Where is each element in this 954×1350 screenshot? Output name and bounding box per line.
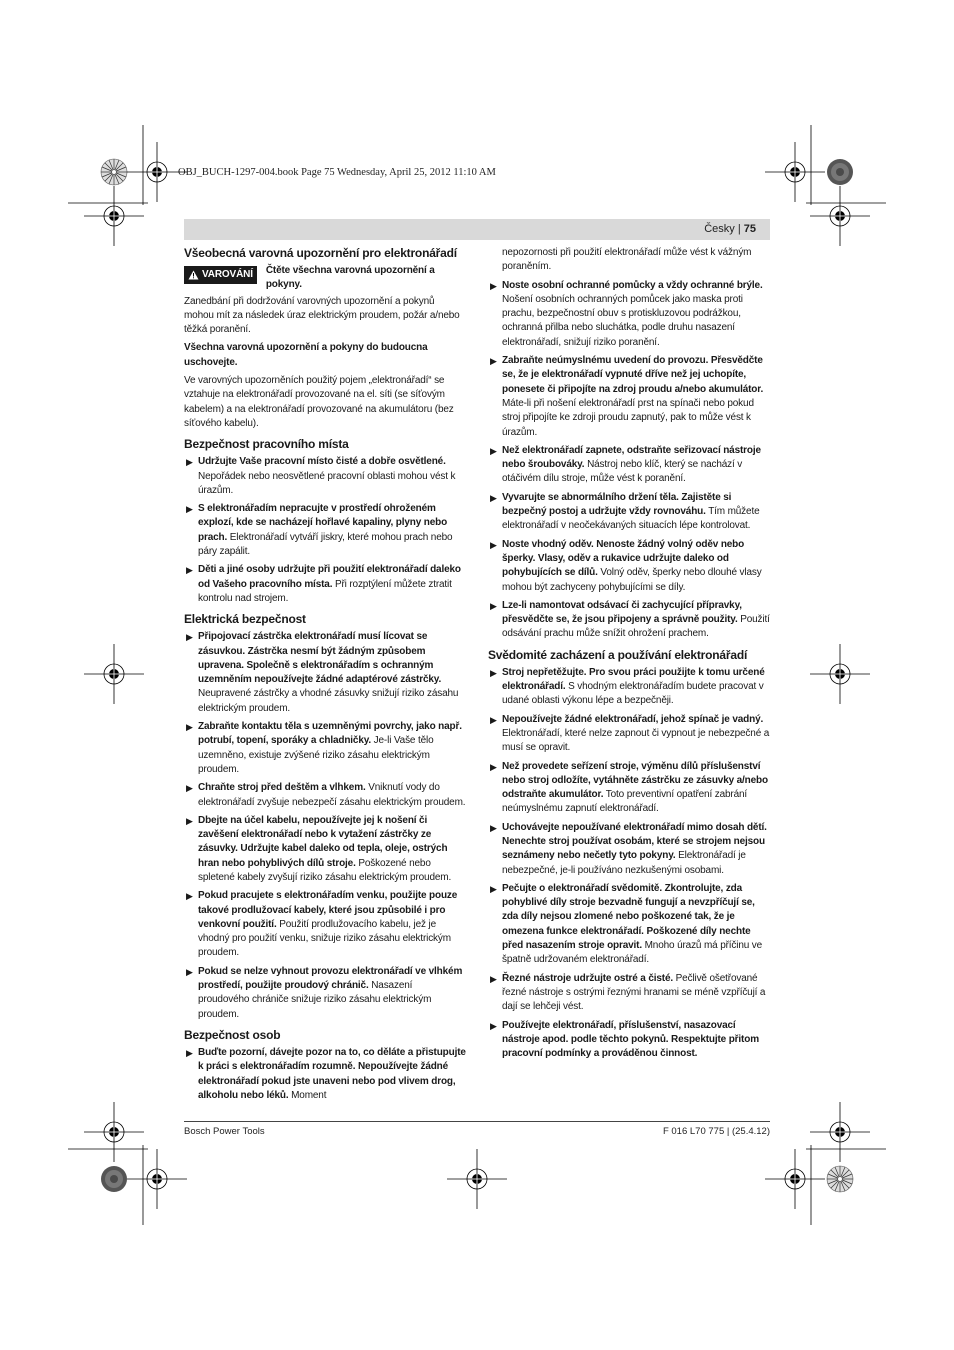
warning-badge xyxy=(184,266,257,284)
list-item xyxy=(184,630,466,716)
bullet-triangle-icon: ▶ xyxy=(490,883,497,894)
list-item xyxy=(488,1019,770,1062)
item-bold: Dbejte na účel kabelu, nepoužívejte jej k nošení či zavěšení elektronářadí nebo k vytažení zástrčky ze zásuvky. Udržujte kabel daleko od tepla, oleje, ostrých hran nebo pohyblivých dílů stroje. xyxy=(198,814,448,869)
list-item xyxy=(488,666,770,709)
section-title: Bezpečnost pracovního místa xyxy=(184,437,349,452)
item-bold: Buďte pozorní, dávejte pozor na to, co děláte a přistupujte k práci s elektronářadím rozumně. Nepoužívejte žádné elektronářadí pokud jste unaveni nebo pod vlivem drog, alkoholu nebo léků. xyxy=(198,1046,466,1101)
list-item xyxy=(184,502,466,559)
item-bold: Zabraňte neúmyslnému uvedení do provozu. Přesvědčte se, že je elektronářadí vypnuté dříve než jej uchopíte, ponesete či připojíte na zdroj proudu a/nebo akumulátor. xyxy=(502,355,764,395)
item-bold: Než provedete seřízení stroje, výměnu dílů příslušenství nebo stroj odložíte, vytáhněte zástrčku ze zásuvky a/nebo odstraňte akumulátor. xyxy=(502,760,768,801)
bullet-triangle-icon: ▶ xyxy=(490,973,497,984)
footer-rule xyxy=(184,1121,770,1122)
item-bold: Pokud pracujete s elektronářadím venku, použijte pouze takové prodlužovací kabely, které jsou způsobilé i pro venkovní použití. xyxy=(198,890,458,930)
footer-doc-number: F 016 L70 775 | (25.4.12) xyxy=(662,1126,770,1137)
item-text: Máte-li při nošení elektronářadí prst na spínači nebo pokud stroj připojíte ke zdroji proudu zapnutý, pak to může vést k úrazům. xyxy=(502,397,754,438)
bullet-triangle-icon: ▶ xyxy=(490,445,497,456)
bullet-triangle-icon: ▶ xyxy=(186,632,193,643)
warning-bold: Čtěte všechna varovná upozornění a pokyny. xyxy=(265,265,435,291)
list-item xyxy=(488,599,770,642)
item-text: Vniknutí vody do elektronářadí zvyšuje nebezpečí zásahu elektrickým proudem. xyxy=(198,782,466,808)
item-bold: S elektronářadím nepracujte v prostředí ohroženém explozí, kde se nacházejí hořlavé kapaliny, plyny nebo prach. xyxy=(198,503,448,543)
item-bold: Chraňte stroj před deštěm a vlhkem. xyxy=(198,782,366,794)
item-bold: Připojovací zástrčka elektronářadí musí lícovat se zásuvkou. Zástrčka nesmí být žádným způsobem upravena. Společně s elektronářadím s ochranným uzemněním nepoužívejte žádné adaptérové zástrčky. xyxy=(198,631,442,686)
item-text: Použití odsávání prachu může snížit ohrožení prachem. xyxy=(502,614,770,640)
list-item xyxy=(488,713,770,756)
page-number: 75 xyxy=(743,223,756,235)
item-text: Poškozené nebo spletené kabely zvyšují riziko zásahu elektrickým proudem. xyxy=(198,857,452,883)
list-item xyxy=(184,781,466,810)
section-title: Svědomité zacházení a používání elektronářadí xyxy=(488,647,748,662)
item-text: Použití prodlužovacího kabelu, jež je vhodný pro použití venku, snižuje riziko zásahu elektrickým proudem. xyxy=(198,918,451,959)
header-language: Česky xyxy=(704,223,735,235)
item-bold: Stroj nepřetěžujte. Pro svou práci použijte k tomu určené elektronářadí. xyxy=(502,666,765,693)
item-text: Nástroj nebo klíč, který se nachází v otáčivém dílu stroje, může vést k poranění. xyxy=(502,459,743,485)
item-bold: Pečujte o elektronářadí svědomitě. Zkontrolujte, zda pohyblivé díly stroje bezvadně fungují a nevzpříčují se, zda díly nejsou zlomené nebo poškozené tak, že je omezena funkce elektronářadí. Poškozené díly nechte před nasazením stroje opravit. xyxy=(502,882,755,952)
left-column xyxy=(184,246,466,1107)
item-text: Tím můžete elektronářadí v neočekávaných situacích lépe kontrolovat. xyxy=(502,506,760,532)
item-bold: Než elektronářadí zapnete, odstraňte seřizovací nástroje nebo šroubováky. xyxy=(502,444,761,471)
item-text: Moment xyxy=(288,1089,327,1101)
item-text: Je-li Vaše tělo uzemněno, existuje zvýšené riziko zásahu elektrickým proudem. xyxy=(198,735,434,775)
bullet-triangle-icon: ▶ xyxy=(186,783,193,794)
list-item xyxy=(184,563,466,606)
item-text: Elektronářadí, které nelze zapnout či vypnout je nebezpečné a musí se opravit. xyxy=(502,727,770,754)
bullet-triangle-icon: ▶ xyxy=(186,722,193,733)
item-bold: Zabraňte kontaktu těla s uzemněnými povrchy, jako např. potrubí, topení, sporáky a chladničky. xyxy=(198,721,462,747)
item-bold: Uchovávejte nepoužívané elektronářadí mimo dosah dětí. Nenechte stroj používat osobám, které se strojem nejsou seznámeny nebo nečetly tyto pokyny. xyxy=(502,821,767,862)
bullet-triangle-icon: ▶ xyxy=(490,539,497,550)
list-item xyxy=(488,491,770,534)
bullet-triangle-icon: ▶ xyxy=(490,492,497,503)
item-text: Toto preventivní opatření zabrání neúmyslnému zapnutí elektronářadí. xyxy=(502,789,748,815)
warning-paragraph: Zanedbání při dodržování varovných upozornění a pokynů mohou mít za následek úraz elektrickým proudem, požár a/nebo těžká poranění. xyxy=(184,295,460,336)
keep-instructions xyxy=(184,341,466,370)
continuation-text: nepozornosti při použití elektronářadí může vést k vážným poraněním. xyxy=(502,247,752,273)
keep-text: Všechna varovná upozornění a pokyny do budoucna uschovejte. xyxy=(184,342,428,368)
term-definition: Ve varovných upozorněních použitý pojem „elektronářadí“ se vztahuje na elektronářadí provozované na el. síti (se síťovým kabelem) a na elektronářadí provozované na akumulátoru (bez síťového kabelu). xyxy=(184,375,454,429)
bullet-triangle-icon: ▶ xyxy=(186,1047,193,1058)
list-item xyxy=(184,965,466,1022)
warning-paragraph-start xyxy=(266,264,466,293)
bullet-triangle-icon: ▶ xyxy=(490,1020,497,1031)
list-item xyxy=(488,972,770,1015)
section-title: Bezpečnost osob xyxy=(184,1027,281,1042)
page-header-bar xyxy=(184,219,770,240)
item-text: S vhodným elektronářadím budete pracovat v udané oblasti výkonu lépe a bezpečněji. xyxy=(502,681,764,707)
warning-badge-label: VAROVÁNÍ xyxy=(202,269,253,280)
item-bold: Nepoužívejte žádné elektronářadí, jehož spínač je vadný. xyxy=(502,713,764,725)
list-item xyxy=(488,760,770,817)
bullet-triangle-icon: ▶ xyxy=(186,891,193,902)
item-text: Volný oděv, šperky nebo dlouhé vlasy mohou být zachyceny pohybujícími se díly. xyxy=(502,567,762,593)
bullet-triangle-icon: ▶ xyxy=(490,761,497,772)
bullet-triangle-icon: ▶ xyxy=(186,565,193,576)
item-text: Při rozptýlení můžete ztratit kontrolu nad strojem. xyxy=(198,578,452,604)
item-text: Neupravené zástrčky a vhodné zásuvky snižují riziko zásahu elektrickým proudem. xyxy=(198,688,459,714)
item-text: Mnoho úrazů má příčinu ve špatně udržovaném elektronářadí. xyxy=(502,940,763,966)
item-bold: Řezné nástroje udržujte ostré a čisté. xyxy=(502,972,674,984)
item-bold: Pokud se nelze vyhnout provozu elektronářadí ve vlhkém prostředí, použijte proudový chránič. xyxy=(198,965,463,992)
item-text: Elektronářadí je nebezpečné, je-li používáno nezkušenými osobami. xyxy=(502,850,746,876)
item-bold: Používejte elektronářadí, příslušenství, nasazovací nástroje apod. podle těchto pokynů. Respektujte přitom pracovní podmínky a prováděnou činnost. xyxy=(502,1019,759,1060)
item-text: Nasazení proudového chrániče snižuje riziko zásahu elektrickým proudem. xyxy=(198,980,432,1020)
right-column xyxy=(488,246,770,1065)
item-bold: Lze-li namontovat odsávací či zachycující přípravky, přesvědčte se, že jsou připojeny a správně použity. xyxy=(502,599,742,626)
list-item xyxy=(184,889,466,960)
page-header-label xyxy=(704,223,756,235)
item-text: Nepořádek nebo neosvětlené pracovní oblasti mohou vést k úrazům. xyxy=(198,470,456,496)
list-item xyxy=(488,444,770,487)
list-item xyxy=(488,882,770,968)
item-bold: Noste vhodný oděv. Nenoste žádný volný oděv nebo šperky. Vlasy, oděv a rukavice udržujte daleko od pohybujících se dílů. xyxy=(502,538,745,579)
bullet-triangle-icon: ▶ xyxy=(186,504,193,515)
item-text: Elektronářadí vytváří jiskry, které mohou prach nebo páry zapálit. xyxy=(198,531,453,558)
bullet-triangle-icon: ▶ xyxy=(186,457,193,468)
bullet-triangle-icon: ▶ xyxy=(490,822,497,833)
footer-brand: Bosch Power Tools xyxy=(184,1126,265,1137)
list-item xyxy=(488,279,770,350)
section-title: Elektrická bezpečnost xyxy=(184,612,306,627)
bullet-triangle-icon: ▶ xyxy=(490,667,497,678)
header-separator: | xyxy=(734,223,744,235)
warning-row xyxy=(184,264,466,297)
list-item xyxy=(184,720,466,777)
item-bold: Děti a jiné osoby udržujte při použití elektronářadí daleko od Vašeho pracovního místa. xyxy=(198,564,461,590)
item-bold: Vyvarujte se abnormálního držení těla. Zajistěte si bezpečný postoj a udržujte vždy rovnováhu. xyxy=(502,491,732,518)
item-bold: Udržujte Vaše pracovní místo čisté a dobře osvětlené. xyxy=(198,456,446,468)
bullet-triangle-icon: ▶ xyxy=(186,815,193,826)
bullet-triangle-icon: ▶ xyxy=(490,714,497,725)
warning-triangle-icon xyxy=(188,270,199,280)
list-item xyxy=(184,814,466,885)
list-item xyxy=(184,1046,466,1103)
bullet-triangle-icon: ▶ xyxy=(490,280,497,291)
list-item xyxy=(488,354,770,440)
list-item xyxy=(488,538,770,595)
item-bold: Noste osobní ochranné pomůcky a vždy ochranné brýle. xyxy=(502,279,763,291)
print-line: OBJ_BUCH-1297-004.book Page 75 Wednesday, April 25, 2012 11:10 AM xyxy=(178,167,496,178)
list-item xyxy=(184,455,466,498)
bullet-triangle-icon: ▶ xyxy=(490,600,497,611)
item-text: Nošení osobních ochranných pomůcek jako maska proti prachu, bezpečnostní obuv s protiskluzovou podrážkou, ochranná přilba nebo sluchátka, podle druhu nasazení elektronářadí, snižují riziko poranění. xyxy=(502,293,743,348)
item-text: Pečlivě ošetřované řezné nástroje s ostrými řeznými hranami se méně vzpříčují a dají se lehčeji vést. xyxy=(502,972,766,1013)
bullet-triangle-icon: ▶ xyxy=(186,966,193,977)
bullet-triangle-icon: ▶ xyxy=(490,356,497,367)
list-item xyxy=(488,821,770,878)
main-title: Všeobecná varovná upozornění pro elektronářadí xyxy=(184,246,457,260)
